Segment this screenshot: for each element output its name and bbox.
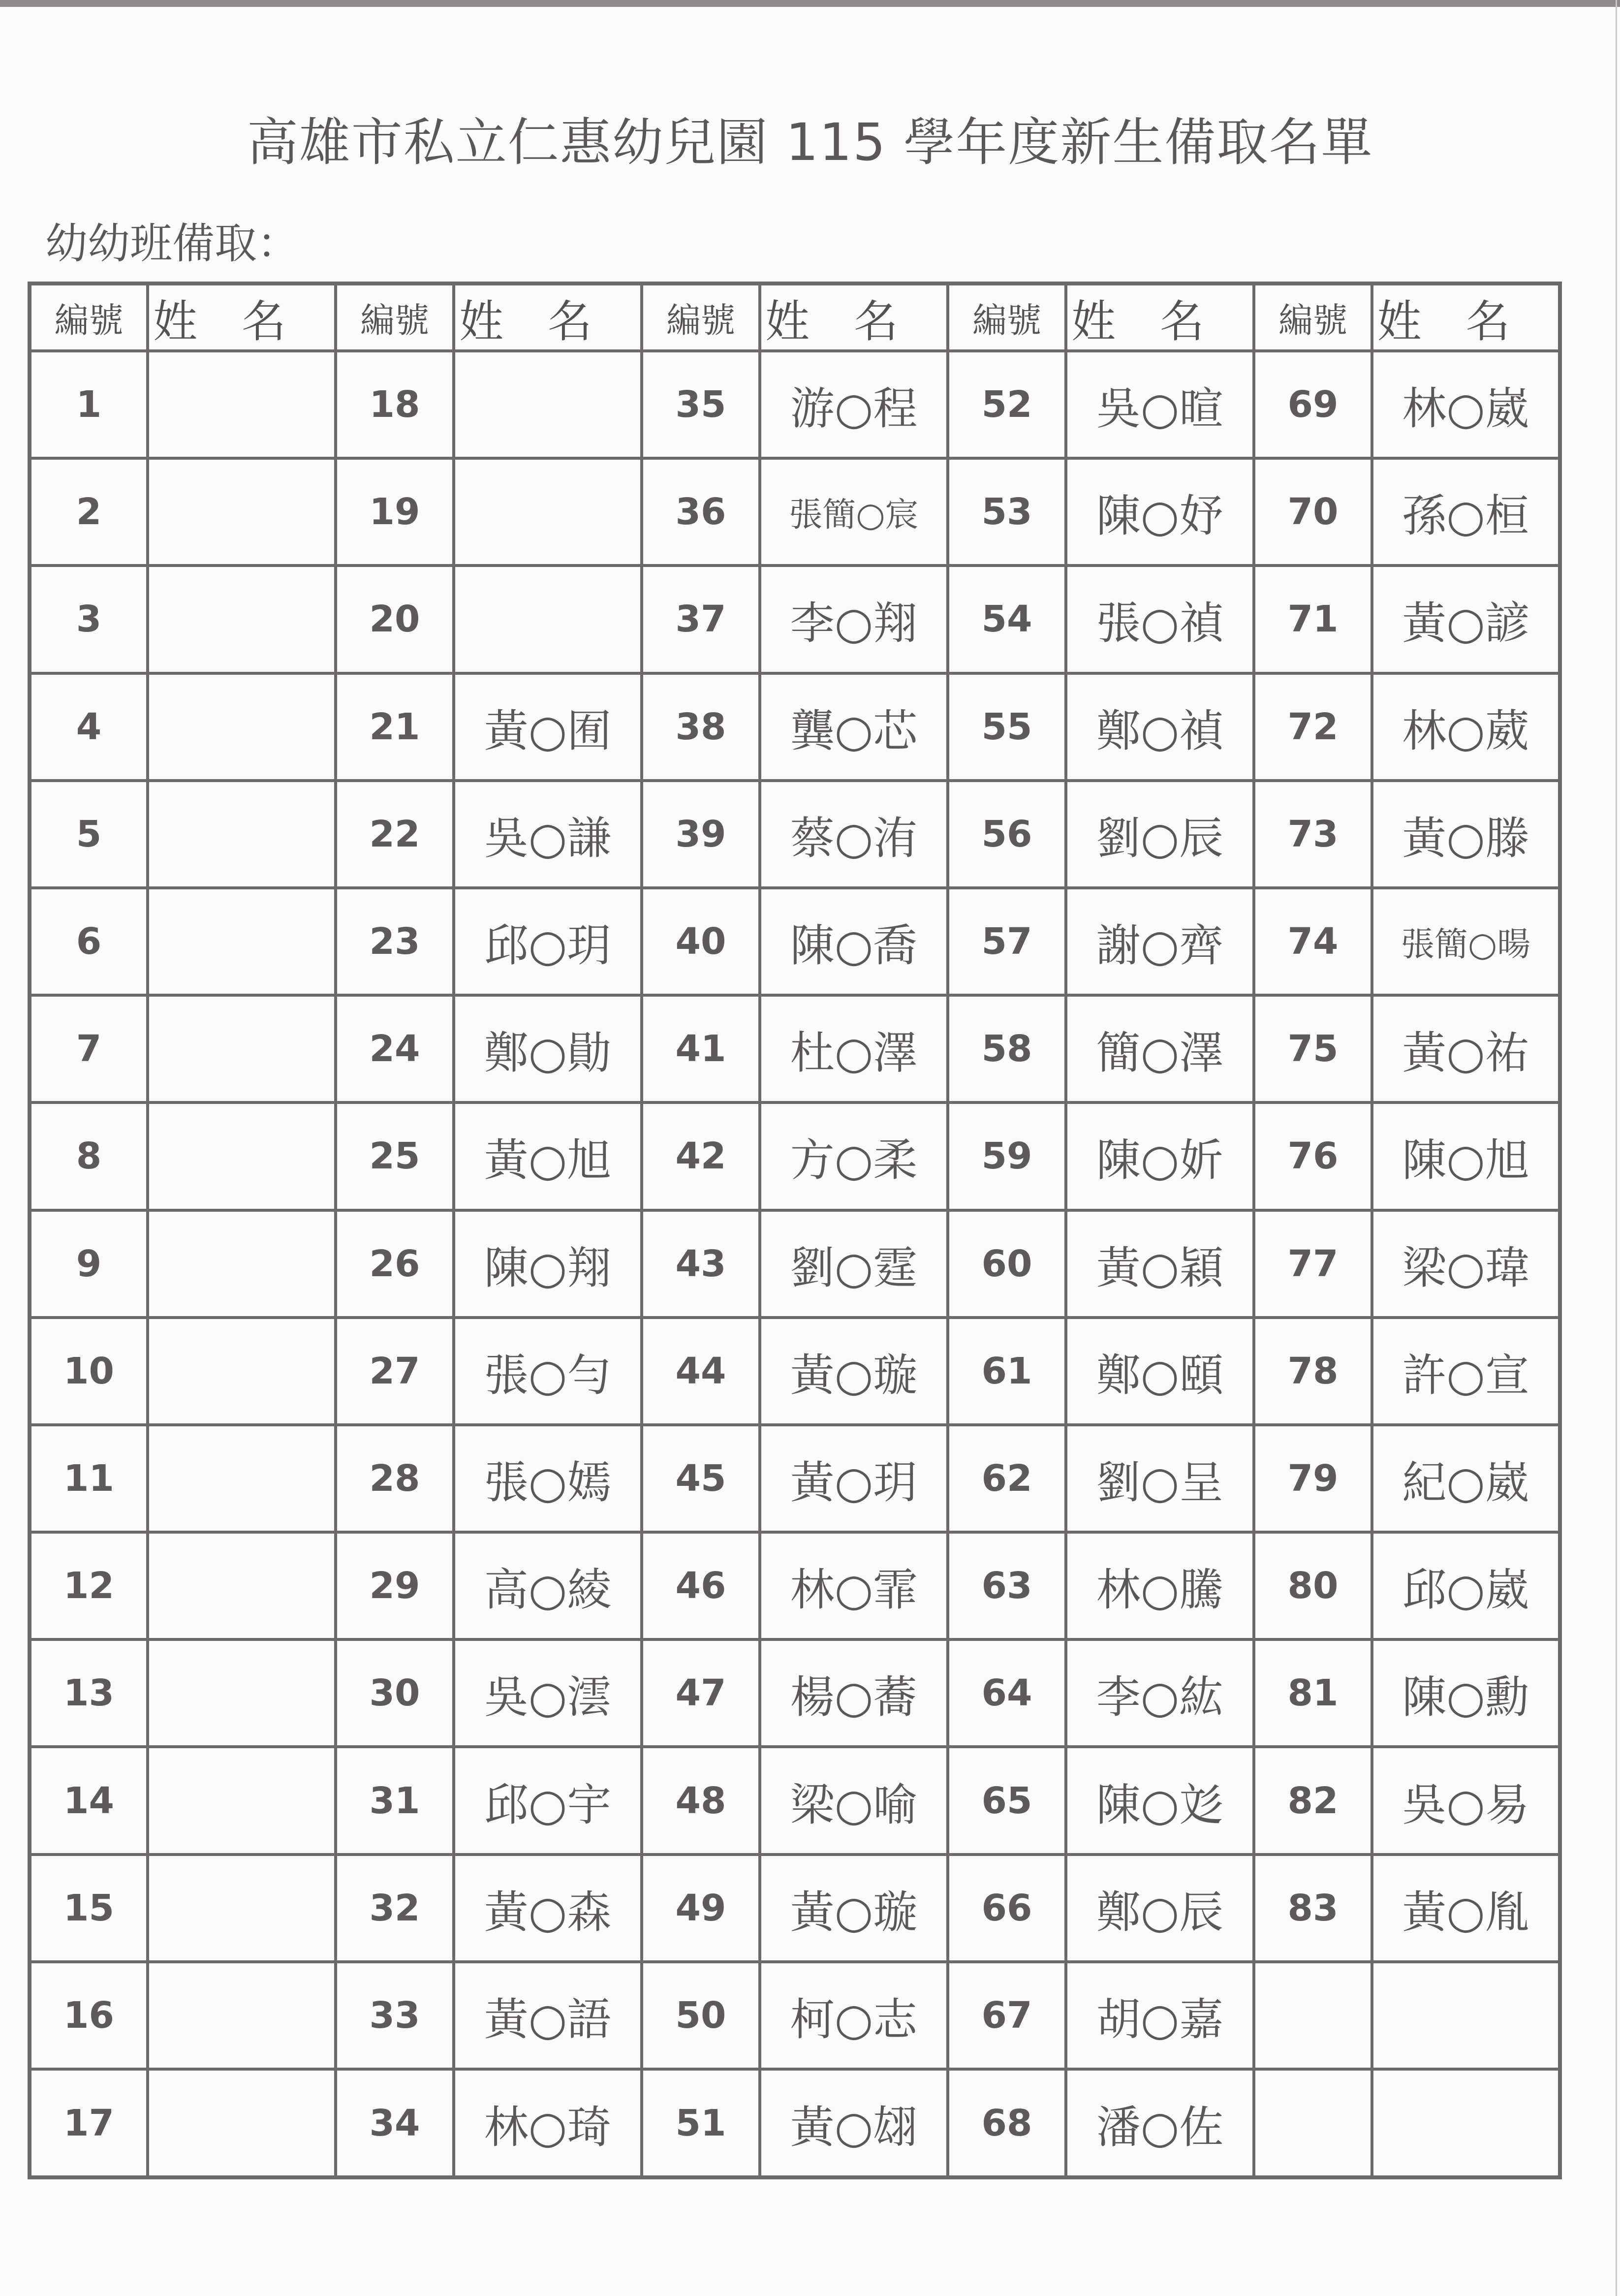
table-header-row — [30, 283, 1560, 351]
entry-name — [148, 781, 336, 888]
table-row — [30, 351, 1560, 458]
table-row — [30, 673, 1560, 781]
entry-name — [148, 1425, 336, 1532]
entry-name: 陳○翔 — [454, 1210, 642, 1318]
entry-number: 5 — [30, 781, 148, 888]
entry-number: 14 — [30, 1747, 148, 1854]
entry-name: 鄭○頤 — [1066, 1318, 1254, 1425]
entry-name: 梁○喻 — [760, 1747, 948, 1854]
entry-name: 游○程 — [760, 351, 948, 458]
entry-number: 59 — [948, 1102, 1066, 1210]
entry-number: 61 — [948, 1318, 1066, 1425]
entry-name — [454, 458, 642, 566]
table-row — [30, 2069, 1560, 2177]
entry-name — [148, 1102, 336, 1210]
entry-number: 73 — [1254, 781, 1372, 888]
entry-name: 張○勻 — [454, 1318, 642, 1425]
entry-name: 林○葳 — [1372, 673, 1560, 781]
entry-name: 孫○桓 — [1372, 458, 1560, 566]
scan-right-edge — [1616, 0, 1617, 2296]
entry-number: 27 — [336, 1318, 454, 1425]
table-row — [30, 781, 1560, 888]
entry-number: 7 — [30, 995, 148, 1102]
entry-name — [148, 888, 336, 995]
entry-number: 32 — [336, 1855, 454, 1962]
entry-name — [148, 1318, 336, 1425]
entry-number: 80 — [1254, 1532, 1372, 1639]
entry-number: 29 — [336, 1532, 454, 1639]
entry-number: 82 — [1254, 1747, 1372, 1854]
table-row — [30, 1532, 1560, 1639]
entry-name: 鄭○勛 — [454, 995, 642, 1102]
entry-name: 邱○宇 — [454, 1747, 642, 1854]
entry-name: 吳○暄 — [1066, 351, 1254, 458]
entry-number: 76 — [1254, 1102, 1372, 1210]
entry-number: 71 — [1254, 566, 1372, 673]
entry-name: 黃○翃 — [760, 2069, 948, 2177]
entry-number: 36 — [642, 458, 760, 566]
header-name: 姓名 — [760, 283, 948, 351]
header-number: 編號 — [30, 283, 148, 351]
header-name: 姓名 — [1372, 283, 1560, 351]
entry-number: 6 — [30, 888, 148, 995]
entry-number: 48 — [642, 1747, 760, 1854]
entry-name — [148, 1210, 336, 1318]
entry-number: 53 — [948, 458, 1066, 566]
entry-name: 黃○璇 — [760, 1855, 948, 1962]
header-name: 姓名 — [454, 283, 642, 351]
entry-name: 李○紘 — [1066, 1639, 1254, 1747]
entry-number: 24 — [336, 995, 454, 1102]
entry-name: 吳○謙 — [454, 781, 642, 888]
entry-name: 吳○易 — [1372, 1747, 1560, 1854]
entry-name: 黃○諺 — [1372, 566, 1560, 673]
entry-name: 鄭○辰 — [1066, 1855, 1254, 1962]
entry-name — [1372, 1962, 1560, 2069]
entry-name: 陳○妤 — [1066, 458, 1254, 566]
entry-number: 39 — [642, 781, 760, 888]
entry-number — [1254, 2069, 1372, 2177]
entry-name: 張○嫣 — [454, 1425, 642, 1532]
entry-name — [148, 458, 336, 566]
entry-name: 胡○嘉 — [1066, 1962, 1254, 2069]
entry-number: 81 — [1254, 1639, 1372, 1747]
entry-number: 60 — [948, 1210, 1066, 1318]
table-row — [30, 888, 1560, 995]
entry-number: 52 — [948, 351, 1066, 458]
entry-name — [454, 566, 642, 673]
entry-number: 2 — [30, 458, 148, 566]
entry-number: 67 — [948, 1962, 1066, 2069]
entry-number: 18 — [336, 351, 454, 458]
entry-name: 李○翔 — [760, 566, 948, 673]
header-number: 編號 — [336, 283, 454, 351]
entry-name: 張簡○宸 — [760, 458, 948, 566]
entry-name: 黃○森 — [454, 1855, 642, 1962]
page-title: 高雄市私立仁惠幼兒園 115 學年度新生備取名單 — [247, 112, 1373, 172]
entry-number: 50 — [642, 1962, 760, 2069]
entry-name: 黃○滕 — [1372, 781, 1560, 888]
entry-name — [1372, 2069, 1560, 2177]
entry-name: 潘○佐 — [1066, 2069, 1254, 2177]
entry-number: 17 — [30, 2069, 148, 2177]
table-row — [30, 458, 1560, 566]
entry-name — [454, 351, 642, 458]
entry-name: 黃○語 — [454, 1962, 642, 2069]
entry-number: 49 — [642, 1855, 760, 1962]
entry-number: 70 — [1254, 458, 1372, 566]
entry-name: 劉○呈 — [1066, 1425, 1254, 1532]
entry-name: 黃○囿 — [454, 673, 642, 781]
entry-number: 65 — [948, 1747, 1066, 1854]
entry-name — [148, 1532, 336, 1639]
waitlist-table — [28, 282, 1562, 2179]
entry-name — [148, 995, 336, 1102]
entry-number: 12 — [30, 1532, 148, 1639]
table-row — [30, 1318, 1560, 1425]
entry-name: 鄭○禎 — [1066, 673, 1254, 781]
table-row — [30, 1102, 1560, 1210]
table-row — [30, 1210, 1560, 1318]
entry-name — [148, 1747, 336, 1854]
entry-name: 吳○澐 — [454, 1639, 642, 1747]
entry-number: 30 — [336, 1639, 454, 1747]
entry-name: 龔○芯 — [760, 673, 948, 781]
entry-number: 19 — [336, 458, 454, 566]
entry-name: 黃○穎 — [1066, 1210, 1254, 1318]
entry-name: 蔡○洧 — [760, 781, 948, 888]
table-row — [30, 995, 1560, 1102]
entry-number: 75 — [1254, 995, 1372, 1102]
entry-number: 20 — [336, 566, 454, 673]
header-number: 編號 — [1254, 283, 1372, 351]
table-row — [30, 566, 1560, 673]
table-row — [30, 1855, 1560, 1962]
entry-name: 劉○霆 — [760, 1210, 948, 1318]
entry-number: 44 — [642, 1318, 760, 1425]
header-name: 姓名 — [148, 283, 336, 351]
entry-name: 邱○崴 — [1372, 1532, 1560, 1639]
entry-number: 13 — [30, 1639, 148, 1747]
entry-number — [1254, 1962, 1372, 2069]
entry-name — [148, 673, 336, 781]
entry-number: 79 — [1254, 1425, 1372, 1532]
entry-name: 簡○澤 — [1066, 995, 1254, 1102]
entry-number: 72 — [1254, 673, 1372, 781]
entry-number: 3 — [30, 566, 148, 673]
entry-name: 陳○勳 — [1372, 1639, 1560, 1747]
entry-name: 陳○彣 — [1066, 1747, 1254, 1854]
entry-name: 張○禎 — [1066, 566, 1254, 673]
entry-number: 23 — [336, 888, 454, 995]
entry-number: 83 — [1254, 1855, 1372, 1962]
table-row — [30, 1425, 1560, 1532]
entry-name: 黃○璇 — [760, 1318, 948, 1425]
entry-number: 37 — [642, 566, 760, 673]
entry-name: 許○宣 — [1372, 1318, 1560, 1425]
entry-name: 黃○祐 — [1372, 995, 1560, 1102]
entry-name: 邱○玥 — [454, 888, 642, 995]
entry-name: 柯○志 — [760, 1962, 948, 2069]
entry-number: 77 — [1254, 1210, 1372, 1318]
header-number: 編號 — [642, 283, 760, 351]
entry-name: 林○騰 — [1066, 1532, 1254, 1639]
entry-name: 黃○胤 — [1372, 1855, 1560, 1962]
entry-number: 28 — [336, 1425, 454, 1532]
entry-number: 41 — [642, 995, 760, 1102]
entry-number: 8 — [30, 1102, 148, 1210]
entry-name — [148, 351, 336, 458]
entry-name — [148, 1639, 336, 1747]
entry-number: 57 — [948, 888, 1066, 995]
entry-name — [148, 566, 336, 673]
entry-number: 26 — [336, 1210, 454, 1318]
entry-number: 58 — [948, 995, 1066, 1102]
entry-number: 15 — [30, 1855, 148, 1962]
entry-name: 方○柔 — [760, 1102, 948, 1210]
entry-name — [148, 1962, 336, 2069]
entry-number: 46 — [642, 1532, 760, 1639]
entry-number: 38 — [642, 673, 760, 781]
entry-number: 10 — [30, 1318, 148, 1425]
entry-number: 74 — [1254, 888, 1372, 995]
entry-number: 16 — [30, 1962, 148, 2069]
scan-top-edge — [0, 0, 1620, 7]
entry-number: 66 — [948, 1855, 1066, 1962]
entry-name: 林○崴 — [1372, 351, 1560, 458]
entry-number: 63 — [948, 1532, 1066, 1639]
entry-number: 62 — [948, 1425, 1066, 1532]
entry-name: 黃○玥 — [760, 1425, 948, 1532]
entry-number: 54 — [948, 566, 1066, 673]
entry-name: 楊○蕎 — [760, 1639, 948, 1747]
entry-number: 40 — [642, 888, 760, 995]
entry-name: 林○霏 — [760, 1532, 948, 1639]
entry-number: 68 — [948, 2069, 1066, 2177]
table-row — [30, 1747, 1560, 1854]
entry-name: 梁○瑋 — [1372, 1210, 1560, 1318]
entry-number: 69 — [1254, 351, 1372, 458]
entry-number: 4 — [30, 673, 148, 781]
entry-name: 林○琦 — [454, 2069, 642, 2177]
header-number: 編號 — [948, 283, 1066, 351]
entry-number: 1 — [30, 351, 148, 458]
entry-name: 陳○妡 — [1066, 1102, 1254, 1210]
entry-name: 杜○澤 — [760, 995, 948, 1102]
entry-number: 78 — [1254, 1318, 1372, 1425]
entry-number: 35 — [642, 351, 760, 458]
entry-number: 22 — [336, 781, 454, 888]
entry-number: 9 — [30, 1210, 148, 1318]
entry-name: 高○綾 — [454, 1532, 642, 1639]
section-subtitle: 幼幼班備取： — [45, 219, 299, 268]
entry-number: 42 — [642, 1102, 760, 1210]
entry-name — [148, 1855, 336, 1962]
entry-number: 33 — [336, 1962, 454, 2069]
entry-number: 25 — [336, 1102, 454, 1210]
entry-number: 11 — [30, 1425, 148, 1532]
entry-name: 劉○辰 — [1066, 781, 1254, 888]
header-name: 姓名 — [1066, 283, 1254, 351]
entry-number: 31 — [336, 1747, 454, 1854]
table-row — [30, 1639, 1560, 1747]
entry-number: 47 — [642, 1639, 760, 1747]
entry-number: 55 — [948, 673, 1066, 781]
entry-number: 21 — [336, 673, 454, 781]
entry-number: 51 — [642, 2069, 760, 2177]
entry-name: 陳○喬 — [760, 888, 948, 995]
entry-name: 謝○齊 — [1066, 888, 1254, 995]
entry-number: 64 — [948, 1639, 1066, 1747]
entry-name: 紀○崴 — [1372, 1425, 1560, 1532]
entry-number: 43 — [642, 1210, 760, 1318]
entry-number: 45 — [642, 1425, 760, 1532]
table-row — [30, 1962, 1560, 2069]
entry-name: 張簡○暘 — [1372, 888, 1560, 995]
entry-number: 34 — [336, 2069, 454, 2177]
entry-name — [148, 2069, 336, 2177]
entry-number: 56 — [948, 781, 1066, 888]
entry-name: 黃○旭 — [454, 1102, 642, 1210]
entry-name: 陳○旭 — [1372, 1102, 1560, 1210]
table-body — [30, 351, 1560, 2177]
